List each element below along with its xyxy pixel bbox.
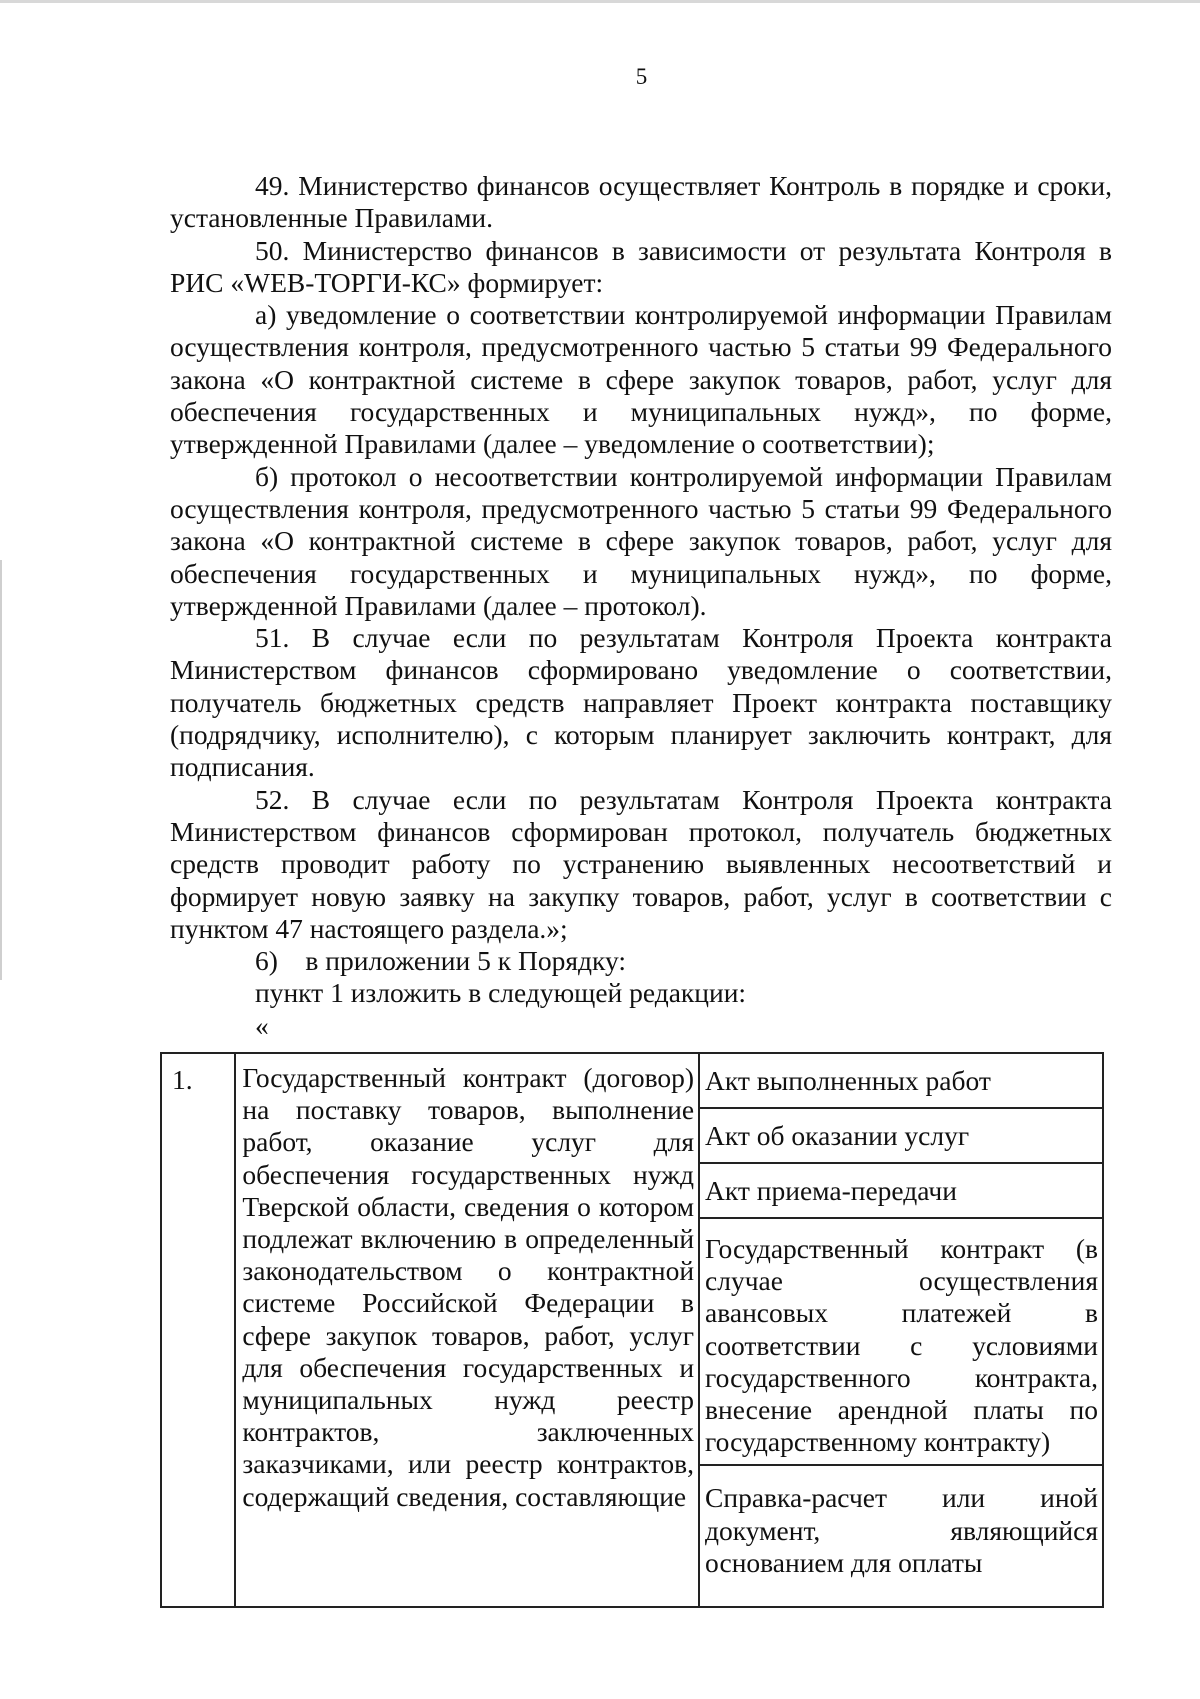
paragraph-50a: а) уведомление о соответствии контролируемой информации Правилам осуществления контроля, предусмотренного частью 5 статьи 99 Федерального закона «О контрактной системе в сфере закупок товаров, работ, услуг для обеспечения государственных и муниципальных нужд», по форме, утвержденной Правилами (далее – уведомление о соответствии); [170, 299, 1112, 460]
row-description-cell: Государственный контракт (договор) на поставку товаров, выполнение работ, оказание услуг для обеспечения государственных нужд Тверской области, сведения о котором подлежат включению в определенный законодательством о контрактной системе Российской Федерации в сфере закупок товаров, работ, услуг для обеспечения государственных и муниципальных нужд реестр контрактов, заключенных заказчиками, или реестр контрактов, содержащий сведения, составляющие [235, 1053, 699, 1607]
document-item: Государственный контракт (в случае осуществления авансовых платежей в соответствии с условиями государственного контракта, внесение арендной платы по государственному контракту) [700, 1219, 1102, 1466]
scan-edge [0, 0, 1200, 3]
paragraph-51: 51. В случае если по результатам Контроля Проекта контракта Министерством финансов сформировано уведомление о соответствии, получатель бюджетных средств направляет Проект контракта поставщику (подрядчику, исполнителю), с которым планирует заключить контракт, для подписания. [170, 622, 1112, 783]
document-item: Акт приема-передачи [700, 1164, 1102, 1219]
page-number: 5 [635, 64, 648, 89]
paragraph-50: 50. Министерство финансов в зависимости от результата Контроля в РИС «WEB-ТОРГИ-КС» формирует: [170, 234, 1112, 298]
row-number-cell: 1. [161, 1053, 235, 1607]
opening-quote: « [255, 1009, 269, 1041]
document-item: Справка-расчет или иной документ, являющийся основанием для оплаты [705, 1482, 1098, 1578]
paragraph-49: 49. Министерство финансов осуществляет Контроль в порядке и сроки, установленные Правилами. [170, 170, 1112, 234]
document-body [170, 170, 1112, 1042]
document-item: Акт об оказании услуг [700, 1109, 1102, 1164]
documents-cell [699, 1053, 1103, 1607]
document-item: Акт выполненных работ [700, 1054, 1102, 1109]
table-row [161, 1053, 1103, 1607]
paragraph-52: 52. В случае если по результатам Контроля Проекта контракта Министерством финансов сформирован протокол, получатель бюджетных средств проводит работу по устранению выявленных несоответствий и формирует новую заявку на закупку товаров, работ, услуг в соответствии с пунктом 47 настоящего раздела.»; [170, 783, 1112, 944]
appendix-table [160, 1052, 1104, 1608]
paragraph-6: 6) в приложении 5 к Порядку: [255, 945, 626, 977]
scan-margin-mark [0, 560, 2, 980]
paragraph-50b: б) протокол о несоответствии контролируемой информации Правилам осуществления контроля, предусмотренного частью 5 статьи 99 Федерального закона «О контрактной системе в сфере закупок товаров, работ, услуг для обеспечения государственных и муниципальных нужд», по форме, утвержденной Правилами (далее – протокол). [170, 460, 1112, 621]
paragraph-edit-instruction: пункт 1 изложить в следующей редакции: [255, 977, 747, 1009]
